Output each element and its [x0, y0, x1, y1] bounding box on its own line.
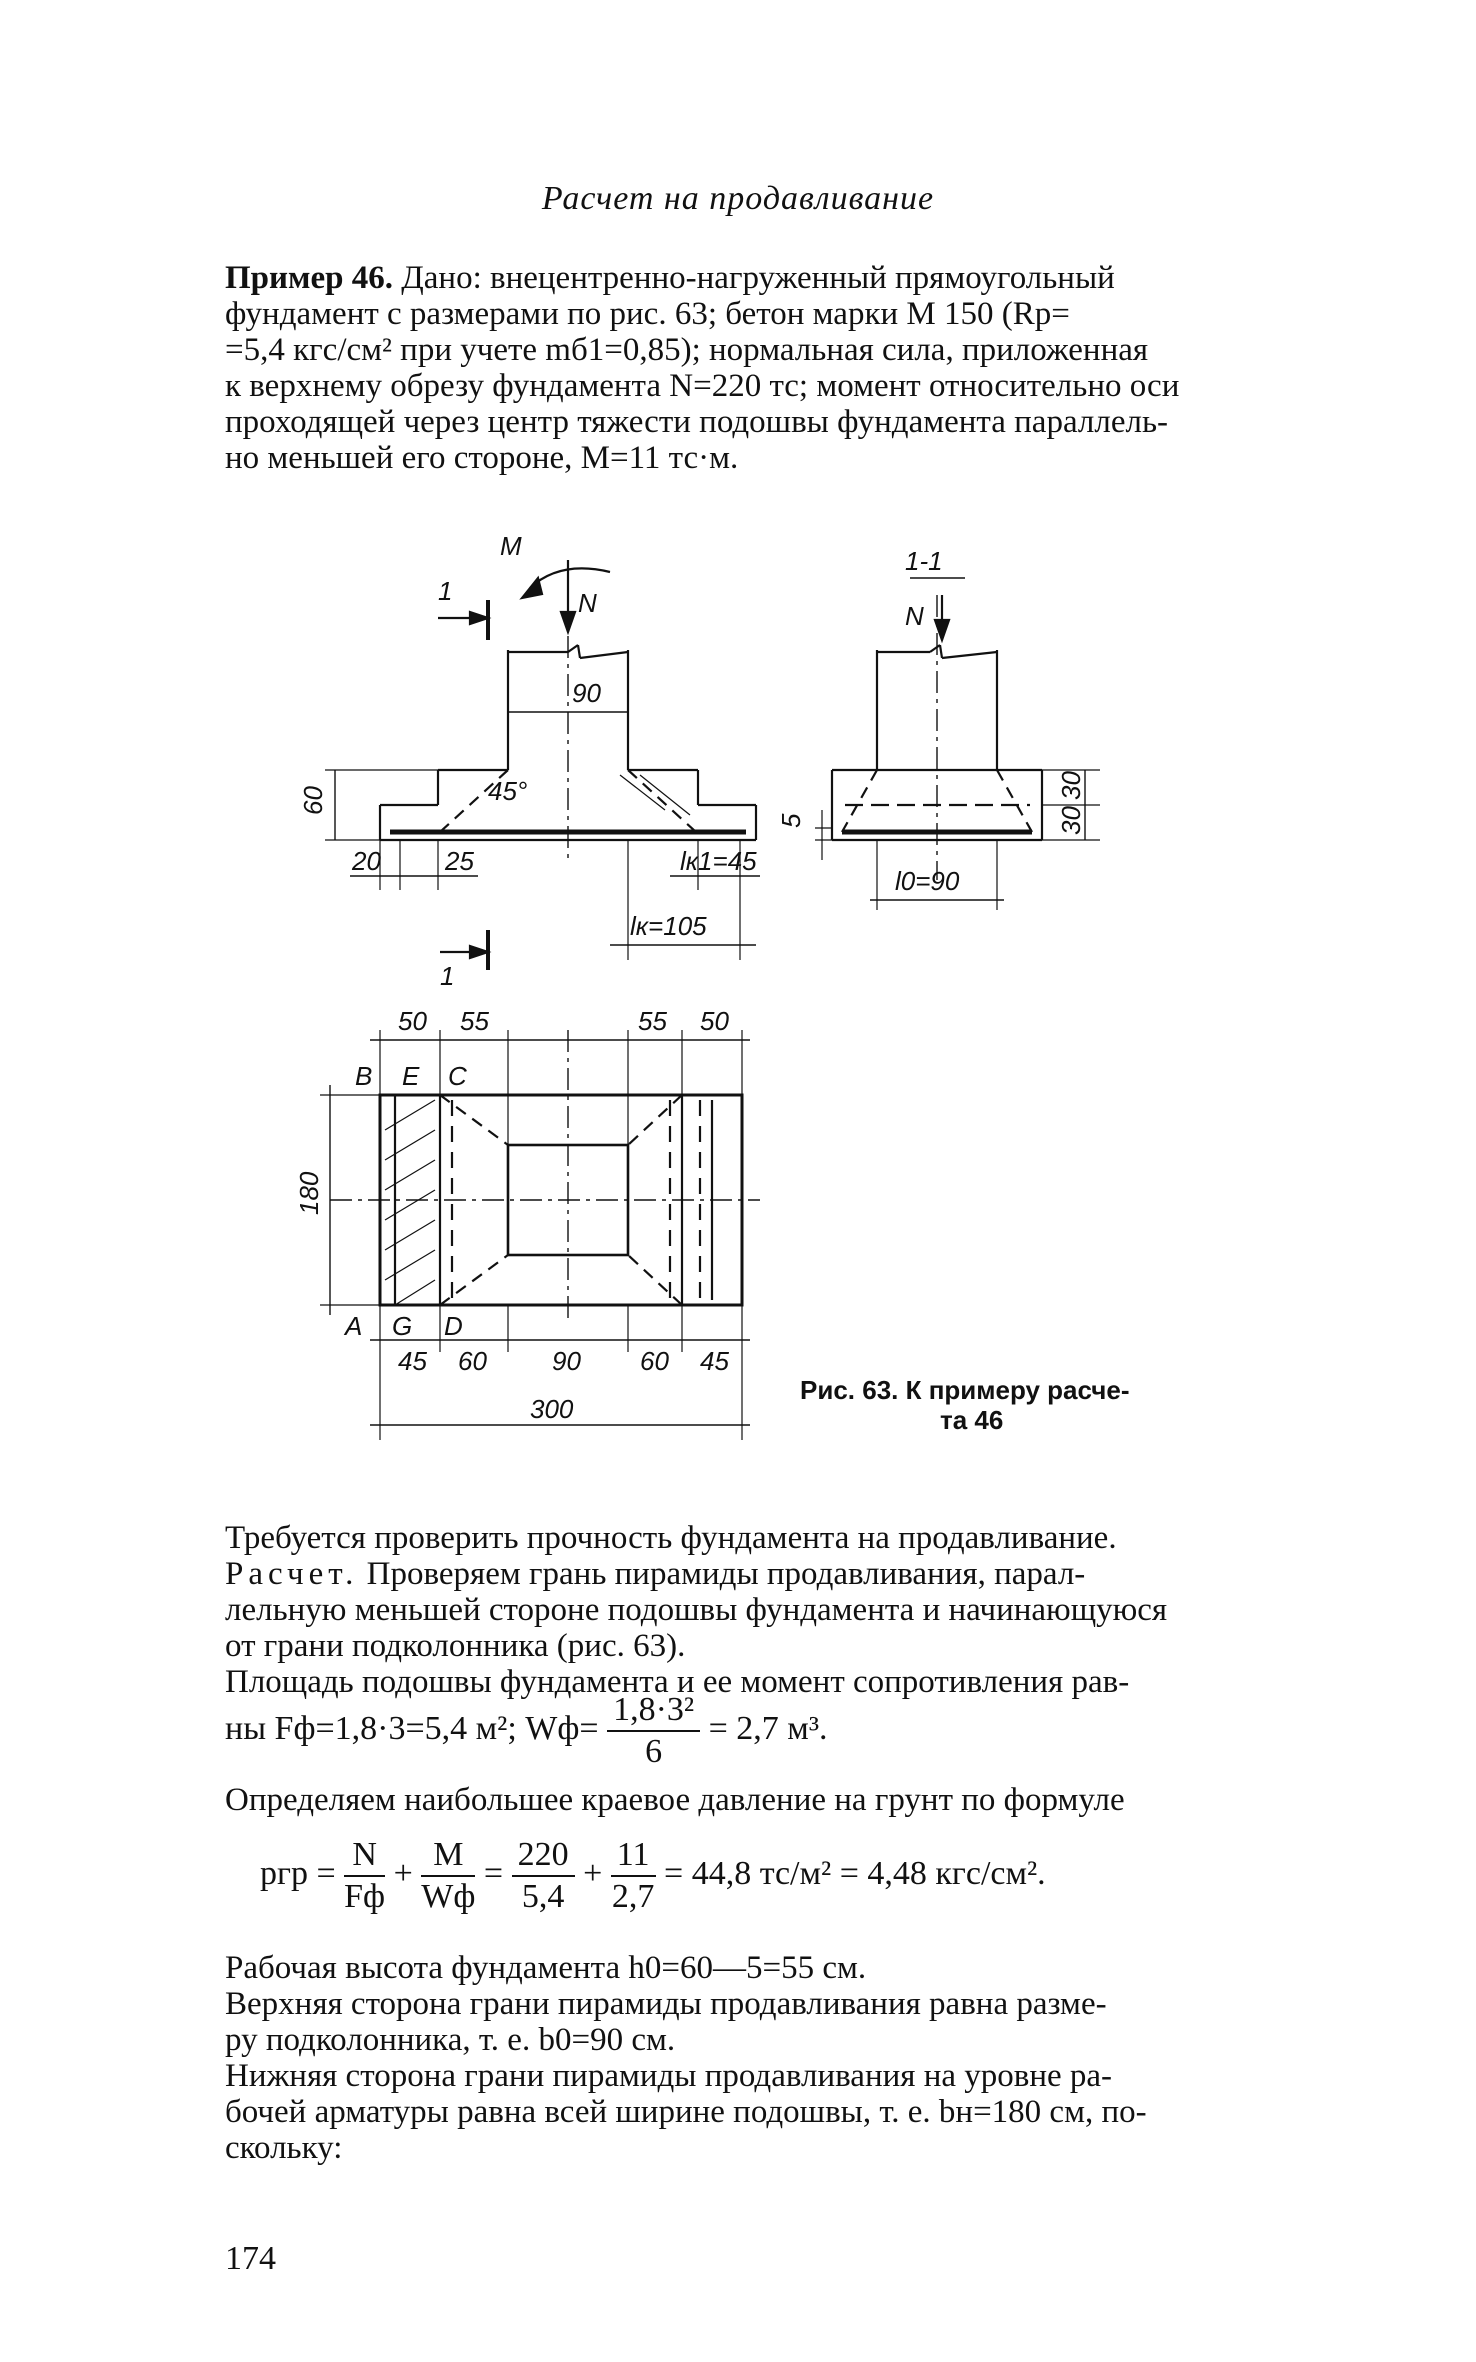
example-line-3: =5,4 кгс/см² при учете mб1=0,85); нормальная сила, приложенная [225, 332, 1149, 368]
dim-90-top: 90 [572, 678, 601, 708]
example-line-4: к верхнему обрезу фундамента N=220 тс; момент относительно оси [225, 368, 1180, 404]
dim-20: 20 [352, 846, 381, 876]
label-section-top: 1 [438, 576, 453, 606]
frac-1-den: Fф [344, 1878, 386, 1915]
label-D: D [444, 1311, 463, 1341]
body-line-2-text: Проверяем грань пирамиды продавливания, парал- [358, 1556, 1086, 1592]
label-M: M [500, 531, 522, 561]
body-line-12: бочей арматуры равна всей ширине подошвы, т. е. bн=180 см, по- [225, 2094, 1147, 2130]
label-E: E [402, 1061, 420, 1091]
page-number: 174 [225, 2240, 276, 2277]
body-line-11: Нижняя сторона грани пирамиды продавливания на уровне ра- [225, 2058, 1113, 2094]
frac-3-num: 220 [512, 1835, 575, 1877]
dim-25: 25 [445, 846, 474, 876]
raschet-label: Расчет. [225, 1556, 359, 1592]
label-C: C [448, 1061, 467, 1091]
body-line-1: Требуется проверить прочность фундамента на продавливание. [225, 1520, 1117, 1556]
frac-3 [512, 1835, 575, 1917]
label-angle: 45° [488, 776, 528, 806]
plus-1: + [393, 1854, 413, 1892]
body-line-3: лельную меньшей стороне подошвы фундамента и начинающуюся [225, 1592, 1168, 1628]
dim-lk1: lк1=45 [680, 846, 757, 876]
dim-55-left: 55 [460, 1006, 489, 1036]
caption-line-2: та 46 [940, 1405, 1004, 1435]
formula-area-den: 6 [645, 1733, 663, 1770]
figure-caption [800, 1375, 1270, 1435]
frac-3-den: 5,4 [521, 1878, 565, 1915]
dim-30-top: 30 [1056, 771, 1086, 800]
formula-rhs: = 44,8 тс/м² = 4,48 кгс/см². [664, 1854, 1046, 1892]
dim-60-right: 60 [640, 1346, 669, 1376]
body-line-10: ру подколонника, т. е. b0=90 см. [225, 2022, 676, 2058]
formula-lhs: pгр = [260, 1854, 336, 1892]
frac-4-den: 2,7 [611, 1878, 655, 1915]
frac-1 [344, 1835, 385, 1917]
plus-2: + [583, 1854, 603, 1892]
label-G: G [392, 1311, 413, 1341]
dim-300: 300 [530, 1394, 574, 1424]
body-line-5: Площадь подошвы фундамента и ее момент сопротивления рав- [225, 1664, 1130, 1700]
body-line-9: Верхняя сторона грани пирамиды продавливания равна разме- [225, 1986, 1107, 2022]
dim-50-right: 50 [700, 1006, 729, 1036]
dim-50-left: 50 [398, 1006, 427, 1036]
body-line-2 [225, 1554, 1355, 1594]
dim-90-bottom: 90 [552, 1346, 581, 1376]
section-heading: Расчет на продавливание [541, 180, 935, 217]
frac-2 [421, 1835, 475, 1917]
dim-55-right: 55 [638, 1006, 667, 1036]
frac-2-den: Wф [421, 1878, 476, 1915]
frac-1-num: N [344, 1835, 385, 1877]
frac-4-num: 11 [611, 1835, 656, 1877]
label-section-title: 1-1 [905, 546, 943, 576]
example-line-2: фундамент с размерами по рис. 63; бетон марки М 150 (Rр= [225, 296, 1070, 332]
example-text-1: Дано: внецентренно-нагруженный прямоугольный [401, 260, 1115, 296]
body-line-13: скольку: [225, 2130, 343, 2166]
dim-45-left: 45 [398, 1346, 427, 1376]
label-N-section: N [905, 601, 924, 631]
label-A: A [345, 1311, 363, 1341]
dim-60-left: 60 [458, 1346, 487, 1376]
body-line-7: Определяем наибольшее краевое давление на грунт по формуле [225, 1782, 1125, 1818]
formula-area-pre: ны Fф=1,8·3=5,4 м²; Wф= [225, 1709, 599, 1747]
dim-45-right: 45 [700, 1346, 729, 1376]
dim-60-vert: 60 [298, 786, 328, 815]
dim-lk: lк=105 [630, 911, 707, 941]
example-line-5: проходящей через центр тяжести подошвы фундамента параллель- [225, 404, 1168, 440]
formula-area-num: 1,8·3² [607, 1690, 700, 1732]
frac-4 [611, 1835, 656, 1917]
label-N: N [578, 588, 597, 618]
formula-area-post: = 2,7 м³. [708, 1709, 828, 1747]
caption-line-1: Рис. 63. К примеру расче- [800, 1375, 1130, 1405]
example-line-6: но меньшей его стороне, M=11 тс·м. [225, 440, 739, 476]
body-line-8: Рабочая высота фундамента h0=60—5=55 см. [225, 1950, 867, 1986]
example-lead: Пример 46. [225, 260, 394, 296]
dim-5: 5 [776, 813, 806, 828]
formula-pressure [260, 1835, 1046, 1917]
formula-area-frac [607, 1690, 700, 1772]
eq-1: = [483, 1854, 504, 1892]
label-section-bottom: 1 [440, 961, 455, 991]
frac-2-num: M [421, 1835, 475, 1877]
dim-180: 180 [294, 1171, 324, 1215]
formula-area [225, 1690, 828, 1772]
dim-l0: l0=90 [895, 866, 960, 896]
label-B: B [355, 1061, 373, 1091]
dim-30-bottom: 30 [1056, 806, 1086, 835]
body-line-4: от грани подколонника (рис. 63). [225, 1628, 686, 1664]
